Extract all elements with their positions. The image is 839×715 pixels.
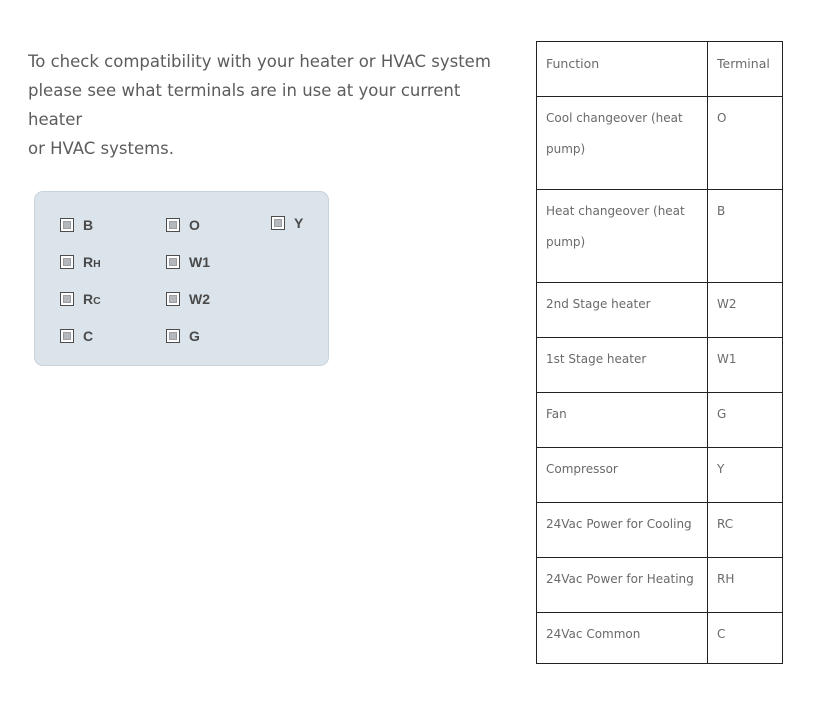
checkbox-icon[interactable]	[60, 329, 74, 343]
table-row	[537, 97, 783, 190]
function-cell: Fan	[537, 393, 708, 448]
terminal-checkbox-c[interactable]	[60, 327, 93, 345]
intro-line-1: To check compatibility with your heater or HVAC system	[28, 52, 491, 71]
intro-line-2: please see what terminals are in use at your current heater	[28, 81, 461, 129]
table-header-row	[537, 42, 783, 97]
terminal-checkbox-w2[interactable]	[166, 290, 210, 308]
header-terminal: Terminal	[708, 42, 783, 97]
function-cell: 1st Stage heater	[537, 338, 708, 393]
table-row	[537, 503, 783, 558]
terminal-label: B	[83, 217, 94, 233]
terminal-label: G	[189, 328, 200, 344]
terminal-label: O	[189, 217, 200, 233]
checkbox-icon[interactable]	[166, 292, 180, 306]
terminal-checkbox-g[interactable]	[166, 327, 200, 345]
intro-text	[28, 47, 508, 163]
checkbox-icon[interactable]	[166, 218, 180, 232]
table-row	[537, 613, 783, 664]
function-cell: 24Vac Common	[537, 613, 708, 664]
terminal-checkbox-o[interactable]	[166, 216, 200, 234]
checkbox-icon[interactable]	[60, 292, 74, 306]
table-row	[537, 190, 783, 283]
table-row	[537, 393, 783, 448]
header-function: Function	[537, 42, 708, 97]
terminal-cell: G	[708, 393, 783, 448]
terminal-cell: W1	[708, 338, 783, 393]
terminal-checkbox-b[interactable]	[60, 216, 93, 234]
terminal-label: W1	[189, 254, 210, 270]
terminal-checkbox-panel	[34, 191, 329, 366]
terminal-checkbox-y[interactable]	[271, 214, 303, 232]
checkbox-icon[interactable]	[60, 218, 74, 232]
function-cell: 2nd Stage heater	[537, 283, 708, 338]
checkbox-icon[interactable]	[166, 255, 180, 269]
terminal-checkbox-rc[interactable]	[60, 290, 101, 308]
checkbox-icon[interactable]	[271, 216, 285, 230]
terminal-cell: O	[708, 97, 783, 190]
wiring-function-table	[536, 41, 783, 664]
terminal-cell: Y	[708, 448, 783, 503]
terminal-label: C	[83, 328, 94, 344]
function-cell: Cool changeover (heat pump)	[537, 97, 708, 190]
table-row	[537, 283, 783, 338]
terminal-cell: W2	[708, 283, 783, 338]
terminal-cell: B	[708, 190, 783, 283]
terminal-checkbox-rh[interactable]	[60, 253, 101, 271]
terminal-label: RC	[83, 291, 101, 307]
function-cell: 24Vac Power for Heating	[537, 558, 708, 613]
checkbox-icon[interactable]	[166, 329, 180, 343]
terminal-cell: C	[708, 613, 783, 664]
function-cell: Heat changeover (heat pump)	[537, 190, 708, 283]
function-cell: 24Vac Power for Cooling	[537, 503, 708, 558]
terminal-label: W2	[189, 291, 210, 307]
table-row	[537, 558, 783, 613]
intro-line-3: or HVAC systems.	[28, 139, 175, 158]
function-cell: Compressor	[537, 448, 708, 503]
terminal-checkbox-w1[interactable]	[166, 253, 210, 271]
terminal-label: Y	[294, 215, 304, 231]
table-row	[537, 448, 783, 503]
checkbox-icon[interactable]	[60, 255, 74, 269]
terminal-cell: RC	[708, 503, 783, 558]
table-row	[537, 338, 783, 393]
terminal-label: RH	[83, 254, 101, 270]
terminal-cell: RH	[708, 558, 783, 613]
